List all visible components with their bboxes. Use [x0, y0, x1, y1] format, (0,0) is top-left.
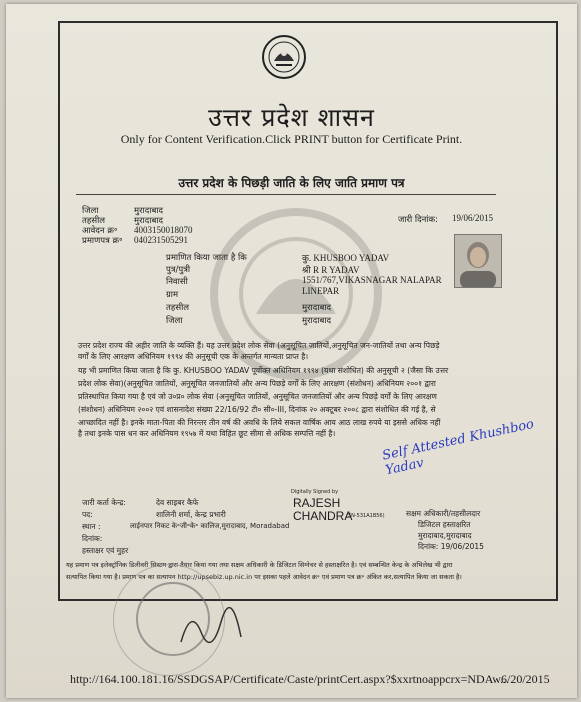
print-date: 6/20/2015 — [501, 672, 550, 686]
applicant-name-value: कु. KHUSBOO YADAV — [302, 253, 390, 263]
application-number-label: आवेदन क्र॰ — [82, 226, 118, 236]
certificate-page — [6, 4, 577, 698]
issuing-center-label: जारी कर्ता केन्द्र: — [82, 498, 126, 507]
certificate-title: उत्तर प्रदेश के पिछड़ी जाति के लिए जाति प्रमाण पत्र — [178, 176, 405, 190]
application-number-value: 4003150018070 — [134, 225, 193, 235]
body-text-line: है तथा इनके पास धन कर अधिनियम १९५७ में यथा विहित छूट सीमा से अधिक सम्पत्ति नहीं है। — [78, 429, 336, 438]
officer-location: मुरादाबाद,मुरादाबाद — [418, 531, 472, 540]
issue-date-label: जारी दिनांक: — [398, 215, 438, 225]
body-text-line: उत्तर प्रदेश राज्य की अहीर जाति के व्यक्ति हैं। यह उत्तर प्रदेश लोक सेवा (अनुसूचित जातियों,अनुसूचित जन-जातियों तथा अन्य पिछड़े — [78, 341, 440, 350]
body-text-line: वर्गों के लिए आरक्षण अधिनियम १९९४ की अनुसूची एक के अन्तर्गत मान्यता प्राप्त है। — [78, 352, 309, 361]
issuing-center-value: देव साइबर कैफे — [156, 498, 199, 507]
print-url: http://164.100.181.16/SSDGSAP/Certificate/Caste/printCert.aspx?$xxrtnoappcrx=NDAw... — [70, 672, 510, 686]
digital-signature-caption: Digitally Signed by — [291, 489, 339, 495]
applicant-tahsil-label: तहसील — [166, 303, 190, 313]
place-value: लाईनपार निकट के॰जी॰के॰ कालिज,मुरादाबाद, Moradabad — [130, 522, 290, 530]
body-text-line: आच्छादित नहीं है। इनके माता-पिता की निरन्तर तीन वर्ष की अवधि के लिये सकल वार्षिक आय आठ लाख रुपये या इससे अधिक नहीं — [78, 418, 441, 427]
body-text-line: प्रतिस्थापित किया गया है एवं जो उ०प्र० लोक सेवा (अनुसूचित जातियों, अनुसूचित जनजातियों और अन्य पिछड़े वर्गों के लिए आरक्षण — [78, 392, 437, 401]
officer-digital-sign: डिजिटल हस्ताक्षरित — [418, 520, 471, 529]
date-label: दिनांक: — [82, 534, 103, 543]
applicant-district-value: मुरादाबाद — [302, 316, 332, 326]
digital-signer-id: (SN-531A1B56) — [346, 513, 385, 519]
applicant-photo — [454, 234, 502, 288]
page-subtitle: Only for Content Verification.Click PRINT button for Certificate Print. — [120, 132, 463, 146]
residence-label: निवासी — [166, 277, 188, 287]
officer-date: दिनांक: 19/06/2015 — [418, 542, 484, 551]
applicant-tahsil-value: मुरादाबाद — [302, 303, 332, 313]
handwritten-signature: Self Attested Khushboo Yadav — [381, 416, 536, 479]
district-label: जिला — [82, 206, 99, 216]
post-label: पद: — [82, 510, 93, 519]
stamp-signature-scribble — [176, 602, 246, 652]
body-text-line: यह भी प्रमाणित किया जाता है कि कु. KHUSBOO YADAV पूर्वोक्त अधिनियम १९९४ (यथा संशोधित) की अनुसूची २ (जैसा कि उत्तर — [78, 366, 449, 375]
parent-value: श्री R R YADAV — [302, 265, 360, 275]
officer-title: सक्षम अधिकारी/तहसीलदार — [406, 509, 481, 518]
digital-signer-first-name: RAJESH — [293, 496, 341, 510]
verification-note-line: सत्यापित किया गया है। प्रमाण पत्र का सत्यापन http://upsebiz.up.nic.in पर इसका पहले आवेदन क्र॰ एवं प्रमाण पत्र क्र॰ अंकित कर,सत्यापित किया जा सकता है। — [66, 573, 462, 581]
page-title: उत्तर प्रदेश शासन — [208, 103, 375, 132]
applicant-name-label: प्रमाणित किया जाता है कि — [166, 253, 247, 263]
tahsil-value: मुरादाबाद — [134, 216, 164, 226]
post-value: शालिनी शर्मा, केन्द्र प्रभारी — [156, 510, 226, 519]
place-label: स्थान : — [82, 522, 101, 531]
body-text-line: प्रदेश लोक सेवा)(अनुसूचित जातियों, अनुसूचित जनजातियों और अन्य पिछड़े वर्गों के लिए आरक्षण (संशोधन) अधिनियम २००१ द्वारा — [78, 379, 436, 388]
residence-value: 1551/767,VIKASNAGAR NALAPAR — [302, 275, 442, 285]
tahsil-label: तहसील — [82, 216, 106, 226]
village-label: ग्राम — [166, 290, 179, 300]
body-text-line: (संशोधन) अधिनियम २००२ एवं शासनादेश संख्या 22/16/92 टी० सी०-III, दिनांक २० अक्टूबर २००८ द्वारा संशोधित की गई है, से — [78, 405, 436, 414]
sign-seal-label: हस्ताक्षर एवं मुहर — [82, 546, 129, 555]
title-divider — [76, 194, 496, 195]
certificate-number-label: प्रमाणपत्र क्र॰ — [82, 236, 123, 246]
issue-date-value: 19/06/2015 — [452, 213, 494, 223]
up-emblem-icon — [261, 34, 307, 80]
certificate-number-value: 040231505291 — [134, 235, 188, 245]
verification-note-line: यह प्रमाण पत्र इलेक्ट्रॉनिक डिलीवरी सिस्टम द्वारा तैयार किया गया तथा सक्षम अधिकारी के डिजिटल सिग्नेचर से हस्ताक्षरित है। एवं सम्बन्धित केन्द्र के अभिलेख भी द्वारा — [66, 561, 453, 569]
district-value: मुरादाबाद — [134, 206, 164, 216]
parent-label: पुत्र/पुत्री — [166, 265, 191, 275]
digital-signer-last-name: CHANDRA — [293, 509, 353, 523]
applicant-district-label: जिला — [166, 316, 183, 326]
residence-value-line2: LINEPAR — [302, 286, 340, 296]
